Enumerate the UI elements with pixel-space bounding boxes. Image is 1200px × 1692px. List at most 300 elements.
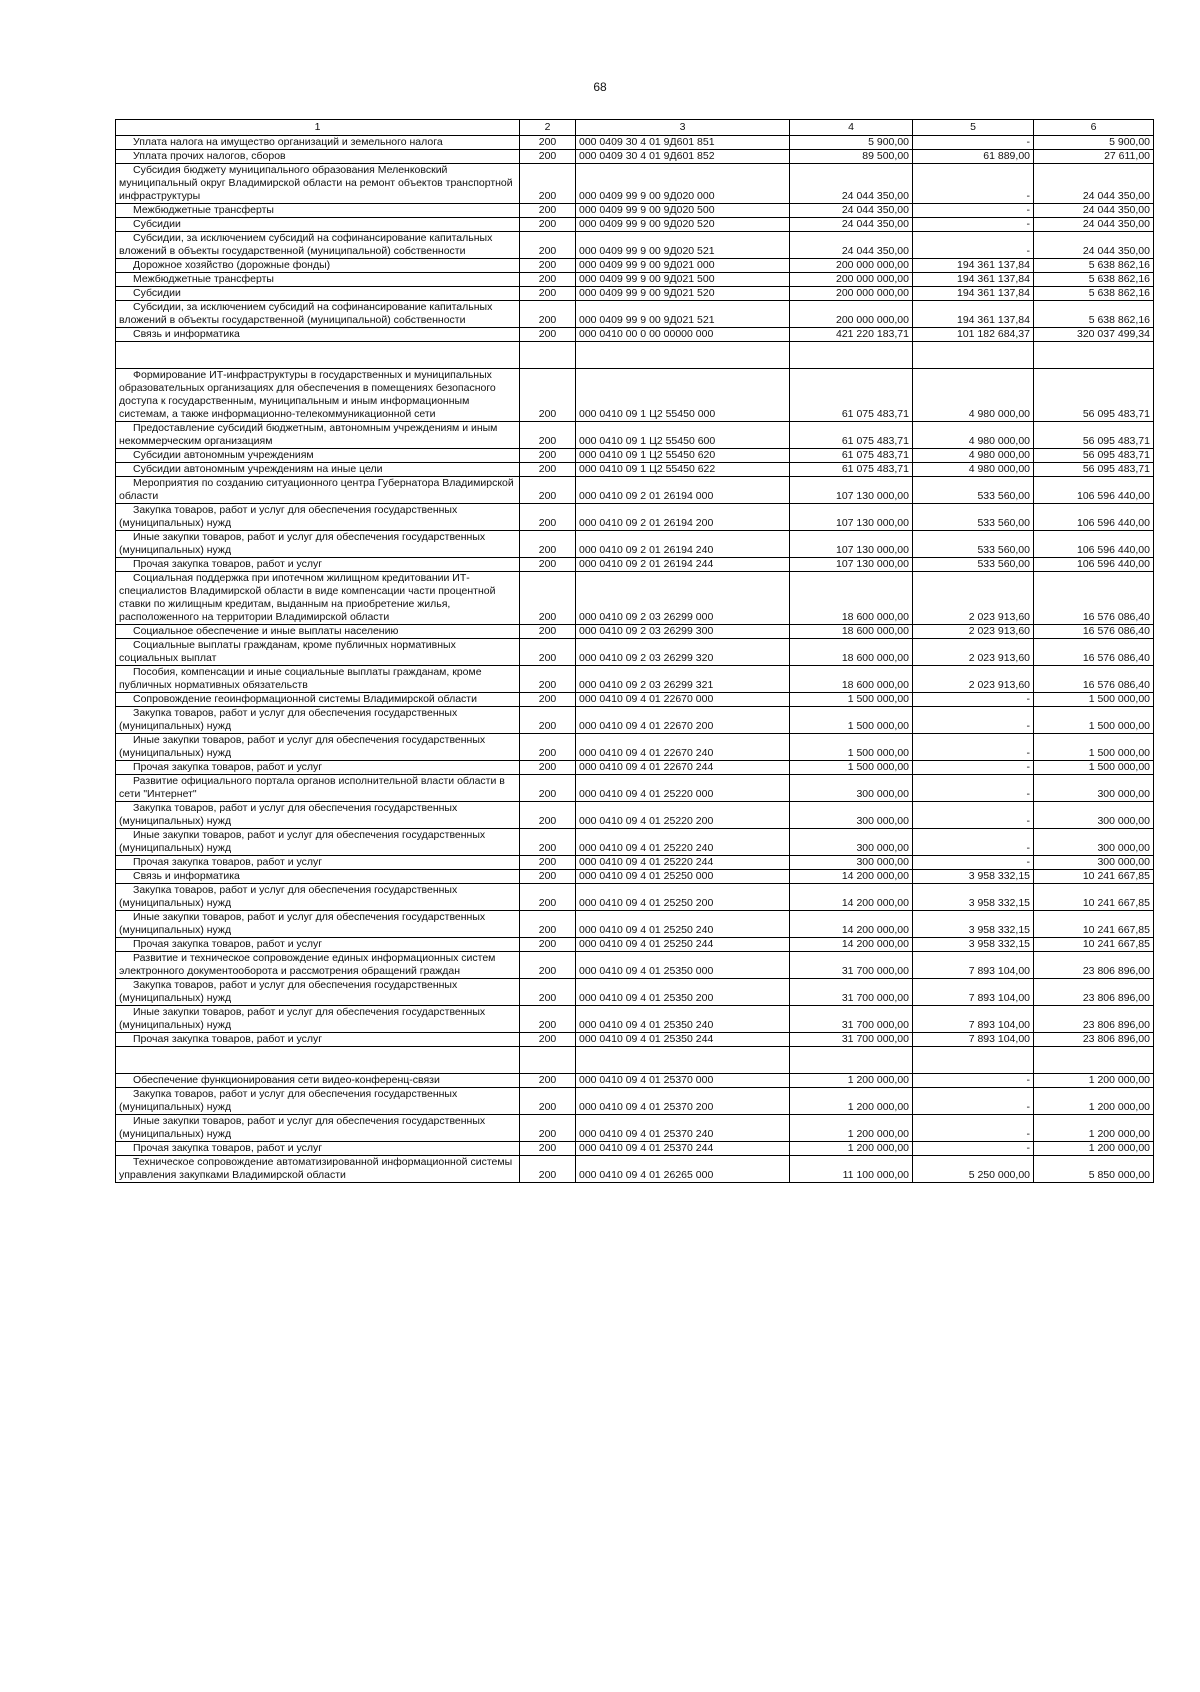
row-approved-amount-cell: 61 075 483,71 [790, 463, 913, 477]
table-row [116, 639, 1154, 666]
row-name-cell [116, 287, 520, 301]
row-budget-code-cell: 000 0410 09 2 03 26299 300 [576, 625, 790, 639]
row-budget-code-cell: 000 0410 09 4 01 25370 240 [576, 1115, 790, 1142]
row-budget-code-cell: 000 0409 99 9 00 9Д020 500 [576, 204, 790, 218]
row-approved-amount-cell: 1 200 000,00 [790, 1115, 913, 1142]
table-row [116, 449, 1154, 463]
row-remaining-amount-cell: 1 200 000,00 [1034, 1074, 1154, 1088]
row-admin-code-cell: 200 [520, 938, 576, 952]
row-name-text: Субсидия бюджету муниципального образования Меленковский муниципальный округ Владимирской области на ремонт объектов транспортной инфраструктуры [119, 164, 513, 202]
row-admin-code-cell: 200 [520, 164, 576, 204]
row-admin-code-cell: 200 [520, 734, 576, 761]
row-approved-amount-cell: 5 900,00 [790, 136, 913, 150]
row-admin-code-cell: 200 [520, 707, 576, 734]
row-approved-amount-cell: 1 200 000,00 [790, 1088, 913, 1115]
row-name-text: Межбюджетные трансферты [133, 204, 274, 216]
row-budget-code-cell: 000 0410 09 4 01 25350 200 [576, 979, 790, 1006]
row-admin-code-cell: 200 [520, 301, 576, 328]
table-row [116, 856, 1154, 870]
row-name-text: Развитие и техническое сопровождение единых информационных систем электронного документооборота и рассмотрения обращений граждан [119, 952, 496, 977]
row-remaining-amount-cell: 10 241 667,85 [1034, 870, 1154, 884]
row-executed-amount-cell: - [913, 164, 1034, 204]
row-name-text: Прочая закупка товаров, работ и услуг [133, 558, 323, 570]
row-name-cell [116, 1074, 520, 1088]
row-budget-code-cell: 000 0410 09 4 01 25250 240 [576, 911, 790, 938]
row-name-text: Закупка товаров, работ и услуг для обеспечения государственных (муниципальных) нужд [119, 979, 458, 1004]
row-name-cell [116, 422, 520, 449]
row-executed-amount-cell: 7 893 104,00 [913, 979, 1034, 1006]
column-number-row [116, 120, 1154, 136]
row-budget-code-cell: 000 0410 09 1 Ц2 55450 620 [576, 449, 790, 463]
row-name-cell [116, 775, 520, 802]
row-name-text: Прочая закупка товаров, работ и услуг [133, 1142, 323, 1154]
row-executed-amount-cell: - [913, 136, 1034, 150]
row-remaining-amount-cell: 106 596 440,00 [1034, 477, 1154, 504]
row-remaining-amount-cell: 23 806 896,00 [1034, 979, 1154, 1006]
row-approved-amount-cell: 14 200 000,00 [790, 938, 913, 952]
table-row [116, 164, 1154, 204]
row-name-text: Закупка товаров, работ и услуг для обеспечения государственных (муниципальных) нужд [119, 707, 458, 732]
row-executed-amount-cell: 2 023 913,60 [913, 625, 1034, 639]
row-executed-amount-cell: - [913, 1074, 1034, 1088]
row-executed-amount-cell: 3 958 332,15 [913, 911, 1034, 938]
row-name-text: Прочая закупка товаров, работ и услуг [133, 761, 323, 773]
row-name-cell [116, 477, 520, 504]
row-budget-code-cell: 000 0410 09 4 01 25250 000 [576, 870, 790, 884]
row-approved-amount-cell: 200 000 000,00 [790, 273, 913, 287]
row-approved-amount-cell: 18 600 000,00 [790, 572, 913, 625]
row-budget-code-cell: 000 0410 09 2 03 26299 321 [576, 666, 790, 693]
row-budget-code-cell: 000 0410 09 4 01 22670 000 [576, 693, 790, 707]
table-row [116, 870, 1154, 884]
row-approved-amount-cell: 1 500 000,00 [790, 734, 913, 761]
empty-cell [116, 342, 520, 369]
row-approved-amount-cell: 14 200 000,00 [790, 870, 913, 884]
row-remaining-amount-cell: 300 000,00 [1034, 802, 1154, 829]
row-remaining-amount-cell: 24 044 350,00 [1034, 232, 1154, 259]
empty-cell [520, 1047, 576, 1074]
table-row [116, 1006, 1154, 1033]
row-budget-code-cell: 000 0410 09 4 01 25250 244 [576, 938, 790, 952]
row-remaining-amount-cell: 16 576 086,40 [1034, 666, 1154, 693]
row-executed-amount-cell: 194 361 137,84 [913, 287, 1034, 301]
row-budget-code-cell: 000 0410 09 4 01 25370 000 [576, 1074, 790, 1088]
row-admin-code-cell: 200 [520, 504, 576, 531]
row-name-cell [116, 273, 520, 287]
row-budget-code-cell: 000 0410 09 1 Ц2 55450 600 [576, 422, 790, 449]
row-name-text: Предоставление субсидий бюджетным, автономным учреждениям и иным некоммерческим организациям [119, 422, 498, 447]
row-name-cell [116, 449, 520, 463]
row-name-cell [116, 666, 520, 693]
row-admin-code-cell: 200 [520, 870, 576, 884]
row-approved-amount-cell: 24 044 350,00 [790, 218, 913, 232]
row-approved-amount-cell: 107 130 000,00 [790, 531, 913, 558]
table-row [116, 301, 1154, 328]
row-name-cell [116, 558, 520, 572]
row-remaining-amount-cell: 24 044 350,00 [1034, 204, 1154, 218]
row-name-text: Межбюджетные трансферты [133, 273, 274, 285]
empty-cell [913, 342, 1034, 369]
row-budget-code-cell: 000 0410 09 2 01 26194 200 [576, 504, 790, 531]
row-name-cell [116, 856, 520, 870]
row-budget-code-cell: 000 0410 09 4 01 25370 244 [576, 1142, 790, 1156]
row-admin-code-cell: 200 [520, 449, 576, 463]
row-name-cell [116, 136, 520, 150]
row-remaining-amount-cell: 5 900,00 [1034, 136, 1154, 150]
row-name-text: Закупка товаров, работ и услуг для обеспечения государственных (муниципальных) нужд [119, 1088, 458, 1113]
row-admin-code-cell: 200 [520, 136, 576, 150]
row-name-text: Иные закупки товаров, работ и услуг для обеспечения государственных (муниципальных) нужд [119, 1006, 486, 1031]
row-name-text: Сопровождение геоинформационной системы Владимирской области [133, 693, 477, 705]
row-budget-code-cell: 000 0410 09 4 01 25220 200 [576, 802, 790, 829]
table-row [116, 1142, 1154, 1156]
table-row [116, 1088, 1154, 1115]
row-executed-amount-cell: 5 250 000,00 [913, 1156, 1034, 1183]
row-executed-amount-cell: 4 980 000,00 [913, 369, 1034, 422]
empty-cell [1034, 342, 1154, 369]
row-name-cell [116, 504, 520, 531]
row-approved-amount-cell: 200 000 000,00 [790, 287, 913, 301]
table-row [116, 477, 1154, 504]
table-row [116, 558, 1154, 572]
row-budget-code-cell: 000 0410 09 4 01 25220 244 [576, 856, 790, 870]
row-admin-code-cell: 200 [520, 259, 576, 273]
row-executed-amount-cell: 2 023 913,60 [913, 639, 1034, 666]
row-admin-code-cell: 200 [520, 558, 576, 572]
row-budget-code-cell: 000 0409 99 9 00 9Д021 500 [576, 273, 790, 287]
table-row [116, 761, 1154, 775]
row-admin-code-cell: 200 [520, 273, 576, 287]
row-admin-code-cell: 200 [520, 422, 576, 449]
row-executed-amount-cell: - [913, 1142, 1034, 1156]
row-name-text: Социальная поддержка при ипотечном жилищном кредитовании ИТ-специалистов Владимирской области в виде компенсации части процентной ставки по жилищным кредитам, выданным на приобретение жилья, расположенного на территории Владимирской области [119, 572, 496, 623]
row-remaining-amount-cell: 56 095 483,71 [1034, 369, 1154, 422]
column-header-2: 2 [520, 120, 576, 136]
row-approved-amount-cell: 31 700 000,00 [790, 1033, 913, 1047]
row-approved-amount-cell: 300 000,00 [790, 829, 913, 856]
row-approved-amount-cell: 24 044 350,00 [790, 164, 913, 204]
row-name-text: Социальное обеспечение и иные выплаты населению [133, 625, 399, 637]
row-remaining-amount-cell: 106 596 440,00 [1034, 558, 1154, 572]
row-name-text: Иные закупки товаров, работ и услуг для обеспечения государственных (муниципальных) нужд [119, 1115, 486, 1140]
table-row [116, 802, 1154, 829]
column-header-4: 4 [790, 120, 913, 136]
row-remaining-amount-cell: 1 200 000,00 [1034, 1115, 1154, 1142]
table-row [116, 204, 1154, 218]
row-executed-amount-cell: - [913, 829, 1034, 856]
table-row [116, 1115, 1154, 1142]
row-name-text: Прочая закупка товаров, работ и услуг [133, 938, 323, 950]
row-remaining-amount-cell: 56 095 483,71 [1034, 422, 1154, 449]
row-name-text: Субсидии автономным учреждениям [133, 449, 314, 461]
row-executed-amount-cell: - [913, 734, 1034, 761]
row-budget-code-cell: 000 0410 09 4 01 25220 240 [576, 829, 790, 856]
row-name-cell [116, 259, 520, 273]
row-budget-code-cell: 000 0409 99 9 00 9Д021 521 [576, 301, 790, 328]
row-remaining-amount-cell: 5 638 862,16 [1034, 287, 1154, 301]
row-name-text: Связь и информатика [133, 870, 240, 882]
row-budget-code-cell: 000 0410 09 2 01 26194 000 [576, 477, 790, 504]
row-approved-amount-cell: 200 000 000,00 [790, 259, 913, 273]
row-executed-amount-cell: 533 560,00 [913, 558, 1034, 572]
row-name-text: Прочая закупка товаров, работ и услуг [133, 1033, 323, 1045]
row-remaining-amount-cell: 27 611,00 [1034, 150, 1154, 164]
row-admin-code-cell: 200 [520, 1074, 576, 1088]
spacer-row [116, 1047, 1154, 1074]
empty-cell [520, 342, 576, 369]
row-approved-amount-cell: 18 600 000,00 [790, 625, 913, 639]
row-name-text: Иные закупки товаров, работ и услуг для обеспечения государственных (муниципальных) нужд [119, 531, 486, 556]
row-remaining-amount-cell: 5 638 862,16 [1034, 301, 1154, 328]
row-name-cell [116, 693, 520, 707]
row-remaining-amount-cell: 300 000,00 [1034, 829, 1154, 856]
row-name-cell [116, 707, 520, 734]
row-budget-code-cell: 000 0410 09 4 01 22670 244 [576, 761, 790, 775]
row-admin-code-cell: 200 [520, 625, 576, 639]
row-admin-code-cell: 200 [520, 218, 576, 232]
row-name-text: Формирование ИТ-инфраструктуры в государственных и муниципальных образовательных организациях для обеспечения в помещениях безопасного доступа к государственным, муниципальным и иным информационным системам, а также информационно-телекоммуникационной сети [119, 369, 496, 420]
row-remaining-amount-cell: 23 806 896,00 [1034, 952, 1154, 979]
row-executed-amount-cell: - [913, 218, 1034, 232]
row-approved-amount-cell: 61 075 483,71 [790, 422, 913, 449]
row-remaining-amount-cell: 1 200 000,00 [1034, 1142, 1154, 1156]
row-approved-amount-cell: 24 044 350,00 [790, 204, 913, 218]
row-executed-amount-cell: 533 560,00 [913, 504, 1034, 531]
row-name-cell [116, 531, 520, 558]
row-approved-amount-cell: 61 075 483,71 [790, 369, 913, 422]
row-name-text: Социальные выплаты гражданам, кроме публичных нормативных социальных выплат [119, 639, 456, 664]
row-name-cell [116, 1156, 520, 1183]
row-budget-code-cell: 000 0410 09 4 01 25350 000 [576, 952, 790, 979]
row-name-text: Иные закупки товаров, работ и услуг для обеспечения государственных (муниципальных) нужд [119, 829, 486, 854]
row-remaining-amount-cell: 5 638 862,16 [1034, 259, 1154, 273]
row-name-cell [116, 734, 520, 761]
page-number: 68 [593, 80, 607, 94]
row-remaining-amount-cell: 10 241 667,85 [1034, 884, 1154, 911]
table-row [116, 775, 1154, 802]
spacer-row [116, 342, 1154, 369]
table-row [116, 625, 1154, 639]
row-name-cell [116, 572, 520, 625]
row-executed-amount-cell: 4 980 000,00 [913, 422, 1034, 449]
column-header-6: 6 [1034, 120, 1154, 136]
row-admin-code-cell: 200 [520, 666, 576, 693]
row-name-cell [116, 761, 520, 775]
row-executed-amount-cell: - [913, 761, 1034, 775]
table-row [116, 463, 1154, 477]
row-admin-code-cell: 200 [520, 856, 576, 870]
row-name-text: Закупка товаров, работ и услуг для обеспечения государственных (муниципальных) нужд [119, 884, 458, 909]
row-executed-amount-cell: 194 361 137,84 [913, 259, 1034, 273]
row-executed-amount-cell: 4 980 000,00 [913, 463, 1034, 477]
row-name-cell [116, 870, 520, 884]
table-row [116, 693, 1154, 707]
row-executed-amount-cell: 194 361 137,84 [913, 301, 1034, 328]
row-admin-code-cell: 200 [520, 952, 576, 979]
row-approved-amount-cell: 89 500,00 [790, 150, 913, 164]
row-remaining-amount-cell: 23 806 896,00 [1034, 1033, 1154, 1047]
row-name-text: Дорожное хозяйство (дорожные фонды) [133, 259, 331, 271]
row-budget-code-cell: 000 0410 09 1 Ц2 55450 622 [576, 463, 790, 477]
row-name-cell [116, 1142, 520, 1156]
row-remaining-amount-cell: 16 576 086,40 [1034, 625, 1154, 639]
row-approved-amount-cell: 107 130 000,00 [790, 477, 913, 504]
row-name-text: Субсидии, за исключением субсидий на софинансирование капитальных вложений в объекты государственной (муниципальной) собственности [119, 301, 493, 326]
row-budget-code-cell: 000 0409 99 9 00 9Д020 521 [576, 232, 790, 259]
empty-cell [1034, 1047, 1154, 1074]
table-row [116, 504, 1154, 531]
row-executed-amount-cell: 4 980 000,00 [913, 449, 1034, 463]
row-remaining-amount-cell: 1 500 000,00 [1034, 707, 1154, 734]
row-executed-amount-cell: 101 182 684,37 [913, 328, 1034, 342]
row-name-text: Закупка товаров, работ и услуг для обеспечения государственных (муниципальных) нужд [119, 504, 458, 529]
row-approved-amount-cell: 1 500 000,00 [790, 693, 913, 707]
row-remaining-amount-cell: 10 241 667,85 [1034, 911, 1154, 938]
table-row [116, 273, 1154, 287]
row-executed-amount-cell: 533 560,00 [913, 531, 1034, 558]
row-budget-code-cell: 000 0410 09 2 01 26194 240 [576, 531, 790, 558]
table-row [116, 979, 1154, 1006]
row-remaining-amount-cell: 320 037 499,34 [1034, 328, 1154, 342]
row-admin-code-cell: 200 [520, 328, 576, 342]
table-row [116, 422, 1154, 449]
row-name-text: Пособия, компенсации и иные социальные выплаты гражданам, кроме публичных нормативных обязательств [119, 666, 482, 691]
row-name-cell [116, 301, 520, 328]
row-name-cell [116, 884, 520, 911]
table-row [116, 1074, 1154, 1088]
row-executed-amount-cell: - [913, 1088, 1034, 1115]
row-admin-code-cell: 200 [520, 979, 576, 1006]
row-executed-amount-cell: 7 893 104,00 [913, 1006, 1034, 1033]
row-admin-code-cell: 200 [520, 911, 576, 938]
row-approved-amount-cell: 18 600 000,00 [790, 639, 913, 666]
row-executed-amount-cell: - [913, 707, 1034, 734]
table-row [116, 1033, 1154, 1047]
row-budget-code-cell: 000 0410 09 2 03 26299 000 [576, 572, 790, 625]
row-remaining-amount-cell: 106 596 440,00 [1034, 531, 1154, 558]
row-admin-code-cell: 200 [520, 287, 576, 301]
row-name-cell [116, 204, 520, 218]
row-approved-amount-cell: 14 200 000,00 [790, 884, 913, 911]
row-name-cell [116, 802, 520, 829]
row-budget-code-cell: 000 0409 30 4 01 9Д601 852 [576, 150, 790, 164]
row-remaining-amount-cell: 300 000,00 [1034, 856, 1154, 870]
row-name-cell [116, 232, 520, 259]
row-name-cell [116, 829, 520, 856]
table-row [116, 287, 1154, 301]
empty-cell [116, 1047, 520, 1074]
row-budget-code-cell: 000 0410 09 1 Ц2 55450 000 [576, 369, 790, 422]
table-row [116, 734, 1154, 761]
empty-cell [790, 1047, 913, 1074]
row-admin-code-cell: 200 [520, 1088, 576, 1115]
row-admin-code-cell: 200 [520, 1006, 576, 1033]
table-row [116, 952, 1154, 979]
row-name-cell [116, 1006, 520, 1033]
table-row [116, 218, 1154, 232]
row-approved-amount-cell: 300 000,00 [790, 802, 913, 829]
row-approved-amount-cell: 300 000,00 [790, 856, 913, 870]
empty-cell [913, 1047, 1034, 1074]
row-budget-code-cell: 000 0410 09 4 01 25350 240 [576, 1006, 790, 1033]
row-budget-code-cell: 000 0410 09 2 01 26194 244 [576, 558, 790, 572]
row-budget-code-cell: 000 0409 99 9 00 9Д020 000 [576, 164, 790, 204]
table-body [116, 136, 1154, 1183]
row-remaining-amount-cell: 10 241 667,85 [1034, 938, 1154, 952]
table-row [116, 259, 1154, 273]
row-name-text: Уплата прочих налогов, сборов [133, 150, 286, 162]
row-name-cell [116, 979, 520, 1006]
row-executed-amount-cell: - [913, 232, 1034, 259]
row-name-text: Закупка товаров, работ и услуг для обеспечения государственных (муниципальных) нужд [119, 802, 458, 827]
row-admin-code-cell: 200 [520, 1033, 576, 1047]
row-name-text: Иные закупки товаров, работ и услуг для обеспечения государственных (муниципальных) нужд [119, 911, 486, 936]
row-name-text: Связь и информатика [133, 328, 240, 340]
row-remaining-amount-cell: 300 000,00 [1034, 775, 1154, 802]
row-admin-code-cell: 200 [520, 802, 576, 829]
row-name-text: Субсидии автономным учреждениям на иные цели [133, 463, 383, 475]
row-remaining-amount-cell: 1 500 000,00 [1034, 734, 1154, 761]
row-name-text: Субсидии [133, 218, 181, 230]
row-executed-amount-cell: - [913, 693, 1034, 707]
row-executed-amount-cell: 7 893 104,00 [913, 952, 1034, 979]
row-executed-amount-cell: - [913, 1115, 1034, 1142]
row-budget-code-cell: 000 0409 99 9 00 9Д020 520 [576, 218, 790, 232]
row-name-cell [116, 938, 520, 952]
row-admin-code-cell: 200 [520, 775, 576, 802]
empty-cell [576, 1047, 790, 1074]
row-approved-amount-cell: 300 000,00 [790, 775, 913, 802]
row-name-text: Иные закупки товаров, работ и услуг для обеспечения государственных (муниципальных) нужд [119, 734, 486, 759]
row-approved-amount-cell: 1 200 000,00 [790, 1074, 913, 1088]
row-name-text: Техническое сопровождение автоматизированной информационной системы управления закупками Владимирской области [119, 1156, 513, 1181]
row-budget-code-cell: 000 0410 00 0 00 00000 000 [576, 328, 790, 342]
row-remaining-amount-cell: 106 596 440,00 [1034, 504, 1154, 531]
row-remaining-amount-cell: 5 638 862,16 [1034, 273, 1154, 287]
row-admin-code-cell: 200 [520, 639, 576, 666]
row-name-cell [116, 164, 520, 204]
table-row [116, 884, 1154, 911]
row-budget-code-cell: 000 0409 30 4 01 9Д601 851 [576, 136, 790, 150]
row-approved-amount-cell: 31 700 000,00 [790, 952, 913, 979]
row-approved-amount-cell: 11 100 000,00 [790, 1156, 913, 1183]
row-name-cell [116, 328, 520, 342]
row-name-cell [116, 952, 520, 979]
row-approved-amount-cell: 200 000 000,00 [790, 301, 913, 328]
row-executed-amount-cell: 61 889,00 [913, 150, 1034, 164]
table-row [116, 369, 1154, 422]
row-name-text: Субсидии, за исключением субсидий на софинансирование капитальных вложений в объекты государственной (муниципальной) собственности [119, 232, 493, 257]
table-row [116, 911, 1154, 938]
row-budget-code-cell: 000 0410 09 2 03 26299 320 [576, 639, 790, 666]
row-admin-code-cell: 200 [520, 1115, 576, 1142]
row-remaining-amount-cell: 16 576 086,40 [1034, 639, 1154, 666]
row-name-cell [116, 639, 520, 666]
row-remaining-amount-cell: 56 095 483,71 [1034, 449, 1154, 463]
row-executed-amount-cell: 3 958 332,15 [913, 938, 1034, 952]
row-budget-code-cell: 000 0409 99 9 00 9Д021 520 [576, 287, 790, 301]
row-admin-code-cell: 200 [520, 477, 576, 504]
row-remaining-amount-cell: 16 576 086,40 [1034, 572, 1154, 625]
empty-cell [790, 342, 913, 369]
row-executed-amount-cell: - [913, 856, 1034, 870]
row-budget-code-cell: 000 0410 09 4 01 25220 000 [576, 775, 790, 802]
row-name-text: Субсидии [133, 287, 181, 299]
row-executed-amount-cell: - [913, 802, 1034, 829]
row-name-cell [116, 463, 520, 477]
row-name-cell [116, 625, 520, 639]
row-name-cell [116, 911, 520, 938]
